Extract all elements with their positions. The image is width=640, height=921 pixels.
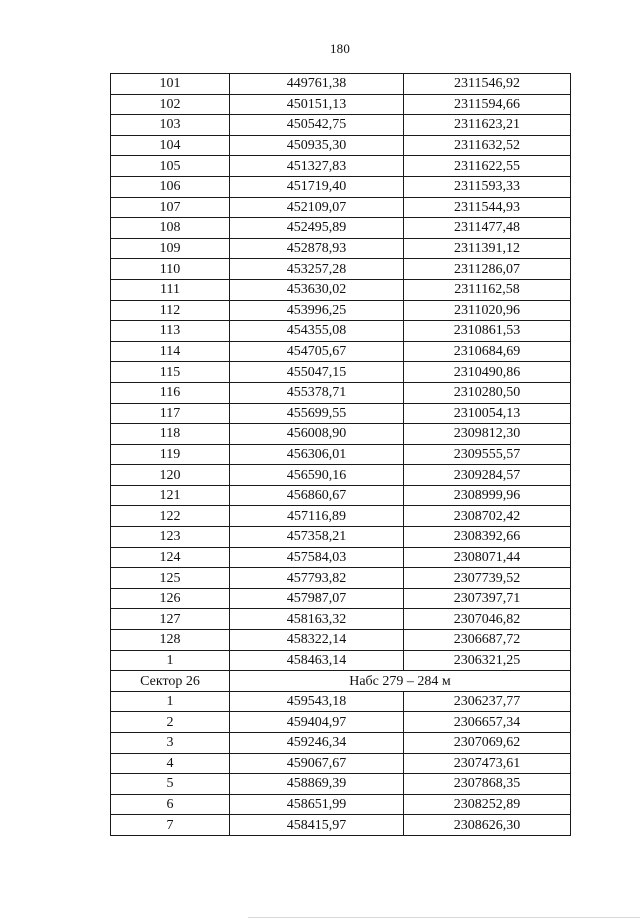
- scan-edge-line: [248, 917, 640, 918]
- x-coordinate-cell: 455378,71: [230, 382, 404, 403]
- y-coordinate-cell: 2311020,96: [404, 300, 571, 321]
- x-coordinate-cell: 459067,67: [230, 753, 404, 774]
- x-coordinate-cell: 455699,55: [230, 403, 404, 424]
- table-row: [111, 156, 571, 177]
- y-coordinate-cell: 2310684,69: [404, 341, 571, 362]
- point-number-cell: 106: [111, 176, 230, 197]
- point-number-cell: 1: [111, 650, 230, 671]
- height-label-cell: Набс 279 – 284 м: [230, 671, 571, 692]
- point-number-cell: 114: [111, 341, 230, 362]
- x-coordinate-cell: 457116,89: [230, 506, 404, 527]
- point-number-cell: 6: [111, 794, 230, 815]
- y-coordinate-cell: 2308252,89: [404, 794, 571, 815]
- point-number-cell: 125: [111, 568, 230, 589]
- table-row: [111, 568, 571, 589]
- table-row: [111, 815, 571, 836]
- point-number-cell: 126: [111, 588, 230, 609]
- point-number-cell: 1: [111, 691, 230, 712]
- point-number-cell: 107: [111, 197, 230, 218]
- x-coordinate-cell: 452109,07: [230, 197, 404, 218]
- x-coordinate-cell: 457358,21: [230, 527, 404, 548]
- table-row: [111, 362, 571, 383]
- point-number-cell: 105: [111, 156, 230, 177]
- point-number-cell: 2: [111, 712, 230, 733]
- point-number-cell: 112: [111, 300, 230, 321]
- y-coordinate-cell: 2307397,71: [404, 588, 571, 609]
- table-row: [111, 218, 571, 239]
- x-coordinate-cell: 451327,83: [230, 156, 404, 177]
- point-number-cell: 124: [111, 547, 230, 568]
- x-coordinate-cell: 453630,02: [230, 279, 404, 300]
- x-coordinate-cell: 453257,28: [230, 259, 404, 280]
- x-coordinate-cell: 456860,67: [230, 485, 404, 506]
- x-coordinate-cell: 459246,34: [230, 733, 404, 754]
- sector-label-cell: Сектор 26: [111, 671, 230, 692]
- y-coordinate-cell: 2309284,57: [404, 465, 571, 486]
- table-row: [111, 259, 571, 280]
- x-coordinate-cell: 450151,13: [230, 94, 404, 115]
- table-row: [111, 444, 571, 465]
- table-row: [111, 794, 571, 815]
- y-coordinate-cell: 2311593,33: [404, 176, 571, 197]
- table-row: [111, 588, 571, 609]
- point-number-cell: 3: [111, 733, 230, 754]
- table-row: [111, 691, 571, 712]
- x-coordinate-cell: 457987,07: [230, 588, 404, 609]
- y-coordinate-cell: 2308999,96: [404, 485, 571, 506]
- x-coordinate-cell: 458651,99: [230, 794, 404, 815]
- coordinates-table-body: [111, 74, 571, 836]
- page-number: 180: [329, 41, 351, 56]
- y-coordinate-cell: 2308392,66: [404, 527, 571, 548]
- y-coordinate-cell: 2306657,34: [404, 712, 571, 733]
- y-coordinate-cell: 2306321,25: [404, 650, 571, 671]
- point-number-cell: 118: [111, 424, 230, 445]
- x-coordinate-cell: 454705,67: [230, 341, 404, 362]
- table-row: [111, 630, 571, 651]
- coordinates-table: [110, 73, 571, 836]
- y-coordinate-cell: 2311477,48: [404, 218, 571, 239]
- point-number-cell: 117: [111, 403, 230, 424]
- y-coordinate-cell: 2310280,50: [404, 382, 571, 403]
- table-row: [111, 527, 571, 548]
- point-number-cell: 103: [111, 115, 230, 136]
- point-number-cell: 123: [111, 527, 230, 548]
- point-number-cell: 104: [111, 135, 230, 156]
- table-row: [111, 733, 571, 754]
- x-coordinate-cell: 458163,32: [230, 609, 404, 630]
- point-number-cell: 102: [111, 94, 230, 115]
- y-coordinate-cell: 2309812,30: [404, 424, 571, 445]
- x-coordinate-cell: 457584,03: [230, 547, 404, 568]
- y-coordinate-cell: 2311286,07: [404, 259, 571, 280]
- x-coordinate-cell: 449761,38: [230, 74, 404, 95]
- x-coordinate-cell: 459543,18: [230, 691, 404, 712]
- table-row: [111, 650, 571, 671]
- x-coordinate-cell: 457793,82: [230, 568, 404, 589]
- y-coordinate-cell: 2311622,55: [404, 156, 571, 177]
- table-row: [111, 176, 571, 197]
- y-coordinate-cell: 2310490,86: [404, 362, 571, 383]
- x-coordinate-cell: 458463,14: [230, 650, 404, 671]
- point-number-cell: 110: [111, 259, 230, 280]
- table-row: [111, 774, 571, 795]
- y-coordinate-cell: 2307069,62: [404, 733, 571, 754]
- y-coordinate-cell: 2311623,21: [404, 115, 571, 136]
- x-coordinate-cell: 454355,08: [230, 321, 404, 342]
- table-row: [111, 74, 571, 95]
- point-number-cell: 111: [111, 279, 230, 300]
- point-number-cell: 7: [111, 815, 230, 836]
- y-coordinate-cell: 2310861,53: [404, 321, 571, 342]
- y-coordinate-cell: 2307046,82: [404, 609, 571, 630]
- point-number-cell: 121: [111, 485, 230, 506]
- x-coordinate-cell: 458415,97: [230, 815, 404, 836]
- table-row: [111, 341, 571, 362]
- y-coordinate-cell: 2307473,61: [404, 753, 571, 774]
- y-coordinate-cell: 2311546,92: [404, 74, 571, 95]
- table-row: [111, 753, 571, 774]
- y-coordinate-cell: 2311544,93: [404, 197, 571, 218]
- table-row: [111, 382, 571, 403]
- point-number-cell: 4: [111, 753, 230, 774]
- table-row: [111, 506, 571, 527]
- x-coordinate-cell: 458322,14: [230, 630, 404, 651]
- point-number-cell: 113: [111, 321, 230, 342]
- point-number-cell: 5: [111, 774, 230, 795]
- y-coordinate-cell: 2308702,42: [404, 506, 571, 527]
- point-number-cell: 122: [111, 506, 230, 527]
- y-coordinate-cell: 2311632,52: [404, 135, 571, 156]
- y-coordinate-cell: 2306237,77: [404, 691, 571, 712]
- y-coordinate-cell: 2311162,58: [404, 279, 571, 300]
- point-number-cell: 119: [111, 444, 230, 465]
- point-number-cell: 120: [111, 465, 230, 486]
- point-number-cell: 116: [111, 382, 230, 403]
- y-coordinate-cell: 2310054,13: [404, 403, 571, 424]
- y-coordinate-cell: 2307868,35: [404, 774, 571, 795]
- table-row: [111, 547, 571, 568]
- y-coordinate-cell: 2308071,44: [404, 547, 571, 568]
- y-coordinate-cell: 2311391,12: [404, 238, 571, 259]
- x-coordinate-cell: 450935,30: [230, 135, 404, 156]
- table-row: [111, 238, 571, 259]
- x-coordinate-cell: 456306,01: [230, 444, 404, 465]
- sector-header-row: [111, 671, 571, 692]
- x-coordinate-cell: 452495,89: [230, 218, 404, 239]
- y-coordinate-cell: 2308626,30: [404, 815, 571, 836]
- table-row: [111, 712, 571, 733]
- table-row: [111, 197, 571, 218]
- point-number-cell: 127: [111, 609, 230, 630]
- table-row: [111, 94, 571, 115]
- table-row: [111, 135, 571, 156]
- x-coordinate-cell: 456590,16: [230, 465, 404, 486]
- table-row: [111, 424, 571, 445]
- y-coordinate-cell: 2311594,66: [404, 94, 571, 115]
- table-row: [111, 465, 571, 486]
- table-row: [111, 279, 571, 300]
- point-number-cell: 108: [111, 218, 230, 239]
- point-number-cell: 115: [111, 362, 230, 383]
- x-coordinate-cell: 456008,90: [230, 424, 404, 445]
- x-coordinate-cell: 458869,39: [230, 774, 404, 795]
- x-coordinate-cell: 452878,93: [230, 238, 404, 259]
- table-row: [111, 300, 571, 321]
- x-coordinate-cell: 450542,75: [230, 115, 404, 136]
- table-row: [111, 115, 571, 136]
- point-number-cell: 128: [111, 630, 230, 651]
- x-coordinate-cell: 451719,40: [230, 176, 404, 197]
- table-row: [111, 403, 571, 424]
- table-row: [111, 321, 571, 342]
- y-coordinate-cell: 2309555,57: [404, 444, 571, 465]
- table-row: [111, 485, 571, 506]
- x-coordinate-cell: 459404,97: [230, 712, 404, 733]
- table-row: [111, 609, 571, 630]
- y-coordinate-cell: 2307739,52: [404, 568, 571, 589]
- y-coordinate-cell: 2306687,72: [404, 630, 571, 651]
- x-coordinate-cell: 453996,25: [230, 300, 404, 321]
- point-number-cell: 101: [111, 74, 230, 95]
- x-coordinate-cell: 455047,15: [230, 362, 404, 383]
- point-number-cell: 109: [111, 238, 230, 259]
